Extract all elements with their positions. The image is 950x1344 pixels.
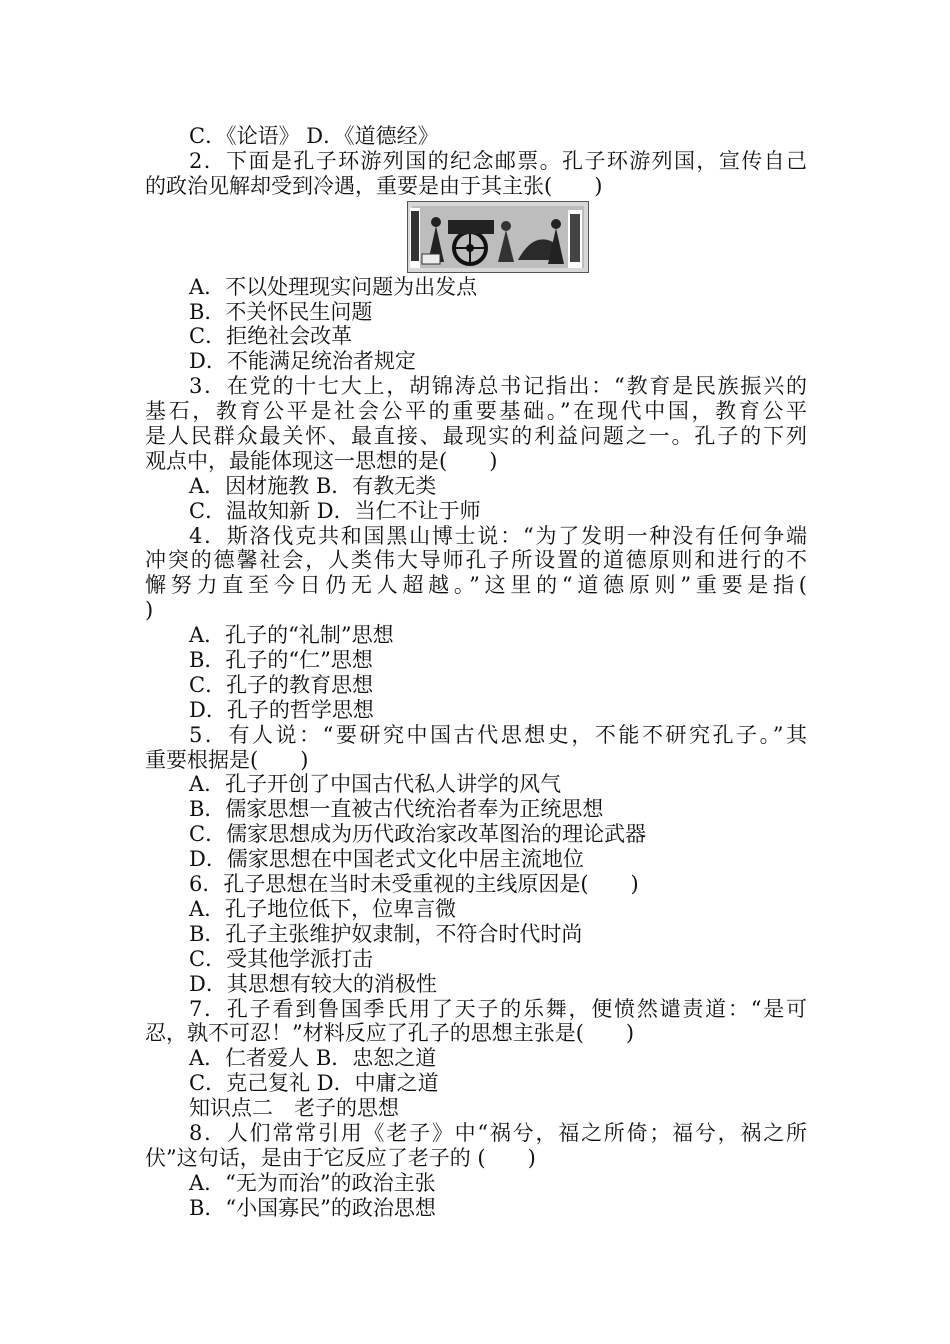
stamp-image-icon [407, 201, 589, 273]
text-line: A．不以处理现实问题为出发点 [189, 274, 478, 299]
text-line: 懈努力直至今日仍无人超越。”这里的“道德原则”重要是指( [145, 573, 807, 598]
text-line: A．因材施教 B．有教无类 [189, 473, 437, 498]
text-line: 2．下面是孔子环游列国的纪念邮票。孔子环游列国，宣传自己 [189, 148, 807, 173]
text-line: 基石，教育公平是社会公平的重要基础。”在现代中国，教育公平 [145, 399, 807, 424]
text-line: 忍，孰不可忍！”材料反应了孔子的思想主张是( ) [145, 1021, 635, 1046]
text-line: D．儒家思想在中国老式文化中居主流地位 [189, 847, 584, 872]
text-line: D．孔子的哲学思想 [189, 697, 374, 722]
text-line: 4．斯洛伐克共和国黑山博士说：“为了发明一种没有任何争端 [189, 523, 807, 548]
text-line: B．“小国寡民”的政治思想 [189, 1195, 436, 1220]
text-line: ) [145, 598, 154, 623]
text-line: D．不能满足统治者规定 [189, 349, 416, 374]
text-line: A．孔子的“礼制”思想 [189, 623, 394, 648]
text-line: 3．在党的十七大上，胡锦涛总书记指出：“教育是民族振兴的 [189, 374, 807, 399]
text-line: A．孔子地位低下，位卑言微 [189, 896, 457, 921]
text-line: C．儒家思想成为历代政治家改革图治的理论武器 [189, 822, 647, 847]
text-line: 的政治见解却受到冷遇，重要是由于其主张( ) [145, 173, 603, 198]
document-body [145, 124, 807, 1221]
text-line: 观点中，最能体现这一思想的是( ) [145, 448, 498, 473]
text-line: C．拒绝社会改革 [189, 324, 353, 349]
text-line: 5．有人说：“要研究中国古代思想史，不能不研究孔子。”其 [189, 722, 807, 747]
text-line: 知识点二 老子的思想 [189, 1096, 399, 1121]
text-line: B．儒家思想一直被古代统治者奉为正统思想 [189, 797, 604, 822]
text-line: C．克己复礼 D．中庸之道 [189, 1071, 439, 1096]
text-line: A．孔子开创了中国古代私人讲学的风气 [189, 772, 562, 797]
text-line: C．受其他学派打击 [189, 946, 374, 971]
text-line: C．孔子的教育思想 [189, 672, 374, 697]
text-line: B．不关怀民生问题 [189, 299, 373, 324]
text-line: D．其思想有较大的消极性 [189, 971, 437, 996]
text-line: 是人民群众最关怀、最直接、最现实的利益问题之一。孔子的下列 [145, 424, 807, 449]
text-line: 6．孔子思想在当时未受重视的主线原因是( ) [189, 872, 639, 897]
text-line: A．“无为而治”的政治主张 [189, 1170, 436, 1195]
text-line: 7．孔子看到鲁国季氏用了天子的乐舞，便愤然谴责道：“是可 [189, 996, 807, 1021]
text-line: B．孔子的“仁”思想 [189, 648, 373, 673]
text-line: 重要根据是( ) [145, 747, 309, 772]
text-line: 伏”这句话，是由于它反应了老子的 ( ) [145, 1145, 536, 1170]
text-line: C．温故知新 D．当仁不让于师 [189, 498, 481, 523]
text-line: C．《论语》 D．《道德经》 [189, 124, 439, 148]
text-line: 8．人们常常引用《老子》中“祸兮，福之所倚；福兮，祸之所 [189, 1120, 807, 1145]
stamp-row [145, 199, 807, 275]
text-line: B．孔子主张维护奴隶制，不符合时代时尚 [189, 921, 583, 946]
text-line: 冲突的德馨社会，人类伟大导师孔子所设置的道德原则和进行的不 [145, 548, 807, 573]
text-line: A．仁者爱人 B．忠恕之道 [189, 1046, 437, 1071]
